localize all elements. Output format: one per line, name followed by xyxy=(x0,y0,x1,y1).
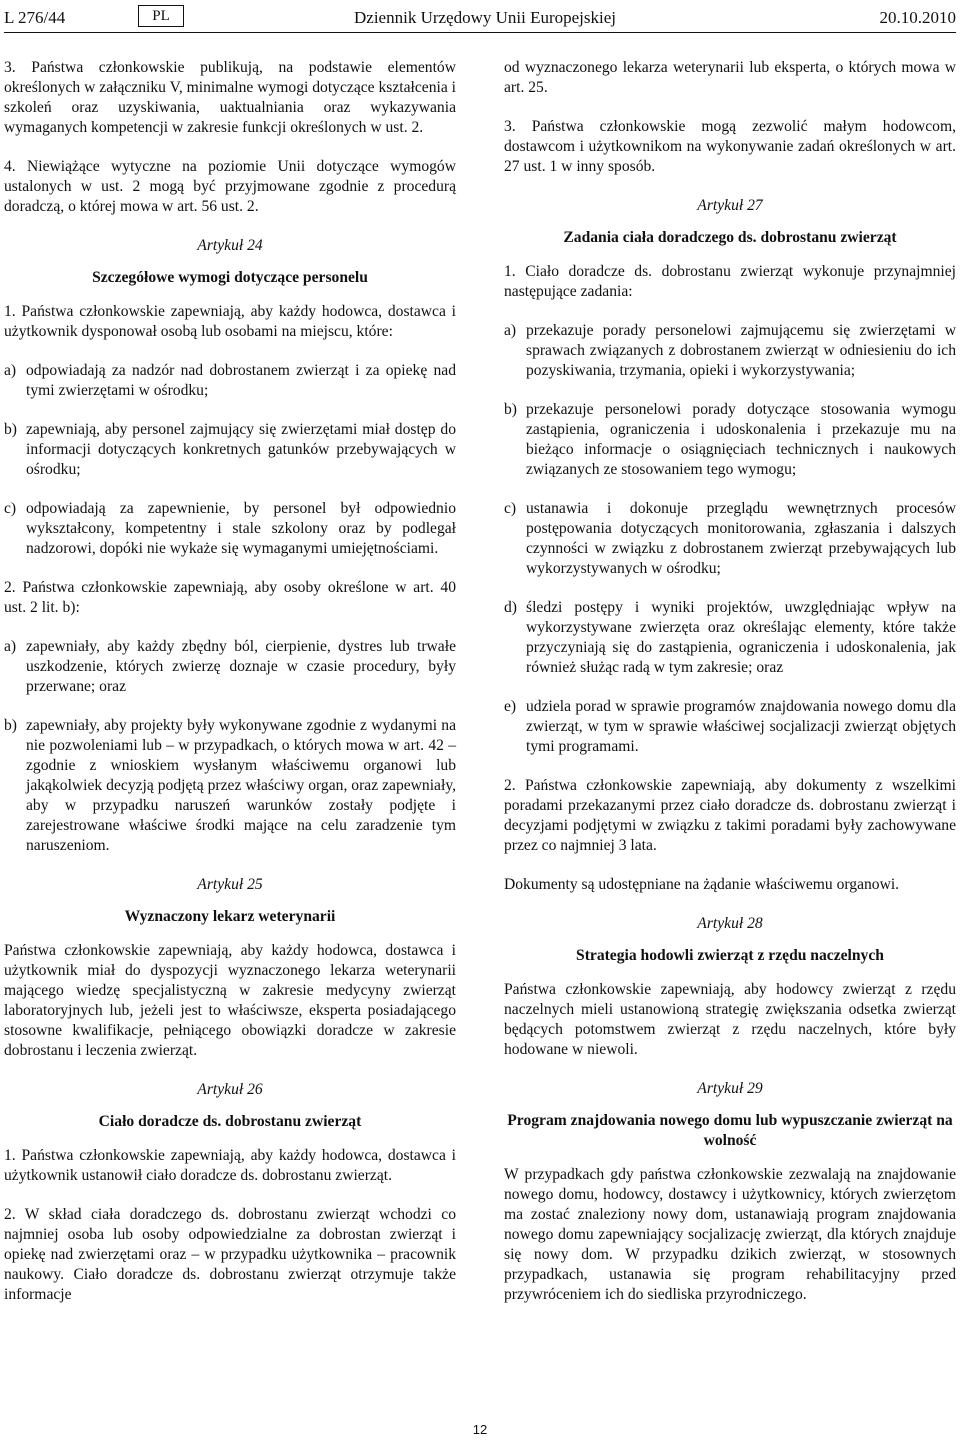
article-number: Artykuł 24 xyxy=(197,237,263,254)
paragraph: W przypadkach gdy państwa członkowskie zezwalają na znajdowanie nowego domu, hodowcy, dostawcy i użytkownicy, których zwierzętom ma zostać znaleziony nowy dom, ustanawiają program znajdowania nowego domu zapewniający socjalizację zwierząt, dla których znajduje się nowy dom. W przypadku dzikich zwierząt, w stosownych przypadkach, ustanawia się program rehabilitacyjny przed przywróceniem ich do siedliska przyrodniczego. xyxy=(504,1166,956,1303)
left-column xyxy=(4,58,456,1305)
paragraph: 1. Państwa członkowskie zapewniają, aby każdy hodowca, dostawca i użytkownik dysponował osobą lub osobami na miejscu, które: xyxy=(4,303,456,340)
list-item xyxy=(4,420,456,480)
list-text: odpowiadają za nadzór nad dobrostanem zwierząt i za opiekę nad tymi zwierzętami w ośrodku; xyxy=(26,362,456,399)
page-number: 12 xyxy=(472,1422,488,1437)
paragraph: od wyznaczonego lekarza weterynarii lub eksperta, o których mowa w art. 25. xyxy=(504,59,956,96)
article-title: Szczegółowe wymogi dotyczące personelu xyxy=(92,269,368,286)
list-item xyxy=(4,637,456,697)
list-item xyxy=(4,361,456,401)
list-text: przekazuje porady personelowi zajmującemu się zwierzętami w sprawach związanych z dobrostanem zwierząt w odniesieniu do ich pozyskiwania, trzymania, opieki i wykorzystywania; xyxy=(526,322,956,379)
article-title: Program znajdowania nowego domu lub wypuszczanie zwierząt na wolność xyxy=(507,1112,953,1149)
article-number: Artykuł 28 xyxy=(697,915,763,932)
list-item xyxy=(504,499,956,579)
language-badge: PL xyxy=(138,5,184,27)
list-text: zapewniały, aby projekty były wykonywane zgodnie z wydanymi na nie pozwoleniami lub – w przypadkach, o których mowa w art. 42 – zgodnie z wnioskiem wysłanym właściwemu organowi lub jakąkolwiek decyzją podjętą przez właściwy organ, oraz zapewniały, aby w przypadku naruszeń warunków zostały podjęte i zarejestrowane właściwe środki mające na celu zaradzenie tym naruszeniom. xyxy=(26,717,456,854)
list-item xyxy=(4,716,456,856)
list-text: zapewniają, aby personel zajmujący się zwierzętami miał dostęp do informacji dotyczących konkretnych gatunków przebywających w ośrodku; xyxy=(26,421,456,478)
paragraph: 2. W skład ciała doradczego ds. dobrostanu zwierząt wchodzi co najmniej osoba lub osoby odpowiedzialne za dobrostan zwierząt i opiekę nad zwierzętami oraz – w przypadku użytkownika – pracownik naukowy. Ciało doradcze ds. dobrostanu zwierząt otrzymuje także informacje xyxy=(4,1206,456,1303)
right-column xyxy=(504,58,956,1305)
article-title: Ciało doradcze ds. dobrostanu zwierząt xyxy=(98,1113,362,1130)
paragraph: 2. Państwa członkowskie zapewniają, aby osoby określone w art. 40 ust. 2 lit. b): xyxy=(4,579,456,616)
list-item xyxy=(504,400,956,480)
journal-title: Dziennik Urzędowy Unii Europejskiej xyxy=(354,8,617,27)
paragraph: 3. Państwa członkowskie publikują, na podstawie elementów określonych w załączniku V, minimalne wymogi dotyczące kształcenia i szkoleń oraz uzyskiwania, uaktualniania oraz wykazywania wymaganych kompetencji w zakresie funkcji określonych w ust. 2. xyxy=(4,59,456,136)
list-label: e) xyxy=(504,698,517,715)
article-title: Zadania ciała doradczego ds. dobrostanu zwierząt xyxy=(563,229,897,246)
list-label: a) xyxy=(4,362,17,379)
list-text: śledzi postępy i wyniki projektów, uwzględniając wpływ na wykorzystywane zwierzęta oraz określając elementy, które także przyczyniają się do zastąpienia, ograniczenia i udoskonalenia, jak również służąc radą w tym zakresie; oraz xyxy=(526,599,956,676)
publication-date: 20.10.2010 xyxy=(879,8,956,27)
paragraph: Państwa członkowskie zapewniają, aby hodowcy zwierząt z rzędu naczelnych mieli ustanowioną strategię zwiększania odsetka zwierząt będących potomstwem zwierząt z rzędu naczelnych, które były hodowane w niewoli. xyxy=(504,981,956,1058)
list-label: c) xyxy=(504,500,517,517)
page-reference: L 276/44 xyxy=(4,8,66,27)
list-label: a) xyxy=(4,638,17,655)
paragraph: 3. Państwa członkowskie mogą zezwolić małym hodowcom, dostawcom i użytkownikom na wykonywanie zadań określonych w art. 27 ust. 1 w inny sposób. xyxy=(504,118,956,175)
list-label: b) xyxy=(504,401,517,418)
list-label: d) xyxy=(504,599,517,616)
list-text: odpowiadają za zapewnienie, by personel był odpowiednio wykształcony, kompetentny i stale szkolony oraz by podlegał nadzorowi, dopóki nie wykaże się wymaganymi umiejętnościami. xyxy=(26,500,456,557)
list-item xyxy=(504,321,956,381)
article-number: Artykuł 25 xyxy=(197,876,263,893)
article-number: Artykuł 29 xyxy=(697,1080,763,1097)
article-title: Strategia hodowli zwierząt z rzędu naczelnych xyxy=(576,947,884,964)
article-number: Artykuł 26 xyxy=(197,1081,263,1098)
list-item xyxy=(4,499,456,559)
article-title: Wyznaczony lekarz weterynarii xyxy=(124,908,336,925)
list-text: zapewniały, aby każdy zbędny ból, cierpienie, dystres lub trwałe uszkodzenie, których zwierzę doznaje w czasie procedury, były przerwane; oraz xyxy=(26,638,456,695)
list-label: b) xyxy=(4,717,17,734)
page-header xyxy=(4,4,956,33)
list-text: ustanawia i dokonuje przeglądu wewnętrznych procesów postępowania dotyczących monitorowania, zgłaszania i dalszych czynności w związku z dobrostanem zwierząt przebywających lub wykorzystywanych w ośrodku; xyxy=(526,500,956,577)
paragraph: 1. Państwa członkowskie zapewniają, aby każdy hodowca, dostawca i użytkownik ustanowił ciało doradcze ds. dobrostanu zwierząt. xyxy=(4,1147,456,1184)
article-number: Artykuł 27 xyxy=(697,197,763,214)
paragraph: 4. Niewiążące wytyczne na poziomie Unii dotyczące wymogów ustalonych w ust. 2 mogą być przyjmowane zgodnie z procedurą doradczą, o której mowa w art. 56 ust. 2. xyxy=(4,158,456,215)
list-item xyxy=(504,697,956,757)
paragraph: 2. Państwa członkowskie zapewniają, aby dokumenty z wszelkimi poradami przekazanymi przez ciało doradcze ds. dobrostanu zwierząt i decyzjami podjętymi w związku z takimi poradami były zachowywane przez co najmniej 3 lata. xyxy=(504,777,956,854)
list-label: a) xyxy=(504,322,517,339)
list-text: udziela porad w sprawie programów znajdowania nowego domu dla zwierząt, w tym w sprawie właściwej socjalizacji zwierząt objętych tymi programami. xyxy=(526,698,956,755)
paragraph: Dokumenty są udostępniane na żądanie właściwemu organowi. xyxy=(504,876,900,893)
list-label: b) xyxy=(4,421,17,438)
paragraph: 1. Ciało doradcze ds. dobrostanu zwierząt wykonuje przynajmniej następujące zadania: xyxy=(504,263,956,300)
paragraph: Państwa członkowskie zapewniają, aby każdy hodowca, dostawca i użytkownik miał do dyspozycji wyznaczonego lekarza weterynarii mającego wiedzę specjalistyczną w zakresie medycyny zwierząt laboratoryjnych lub, jeżeli jest to właściwsze, eksperta posiadającego stosowne kwalifikacje, pełniącego obowiązki doradcze w zakresie dobrostanu i leczenia zwierząt. xyxy=(4,942,456,1059)
list-text: przekazuje personelowi porady dotyczące stosowania wymogu zastąpienia, ograniczenia i udoskonalenia i przekazuje mu na bieżąco informacje o osiągnięciach technicznych i naukowych związanych ze stosowaniem tego wymogu; xyxy=(526,401,956,478)
list-item xyxy=(504,598,956,678)
list-label: c) xyxy=(4,500,17,517)
